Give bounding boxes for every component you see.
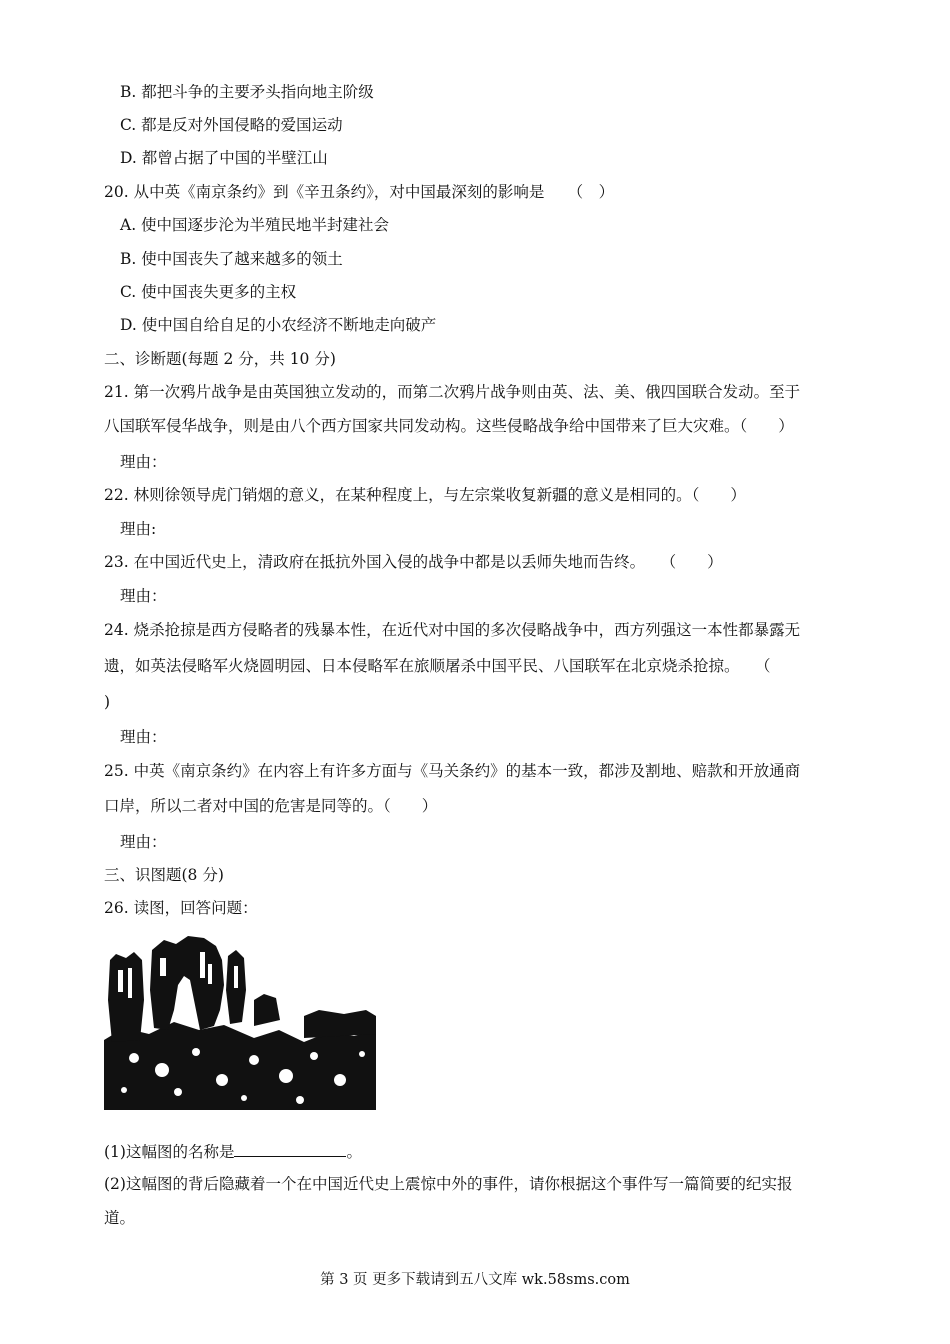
q19-option-c: C. 都是反对外国侵略的爱国运动: [120, 116, 343, 134]
q24-text-line2: 遗，如英法侵略军火烧圆明园、日本侵略军在旅顺屠杀中国平民、八国联军在北京烧杀抢掠。 （: [104, 657, 771, 675]
q25-text-line1: 25. 中英《南京条约》在内容上有许多方面与《马关条约》的基本一致，都涉及割地、赔款和开放通商: [104, 762, 801, 780]
q21-text-line2: 八国联军侵华战争，则是由八个西方国家共同发动构。这些侵略战争给中国带来了巨大灾难。（ ）: [104, 417, 794, 435]
q24-text-line3: ): [104, 693, 111, 711]
q24-reason-label: 理由：: [120, 728, 167, 746]
q26-stem: 26. 读图，回答问题：: [104, 899, 258, 917]
q20-option-a: A. 使中国逐步沦为半殖民地半封建社会: [120, 216, 390, 234]
q19-option-b: B. 都把斗争的主要矛头指向地主阶级: [120, 83, 374, 101]
q26-sub2-line2: 道。: [104, 1209, 136, 1227]
q20-option-d: D. 使中国自给自足的小农经济不断地走向破产: [120, 316, 437, 334]
section2-title: 二、诊断题(每题 2 分，共 10 分): [104, 350, 336, 368]
q25-text-line2: 口岸，所以二者对中国的危害是同等的。（ ）: [104, 797, 438, 815]
q26-sub1-prefix: (1)这幅图的名称是: [104, 1143, 235, 1161]
q22-reason-label: 理由:: [120, 520, 157, 538]
q20-option-b: B. 使中国丧失了越来越多的领土: [120, 250, 343, 268]
page-footer: 第 3 页 更多下载请到五八文库 wk.58sms.com: [320, 1272, 630, 1288]
q26-sub1-suffix: 。: [346, 1143, 362, 1161]
q26-sub1: [104, 1141, 362, 1163]
answer-blank[interactable]: [234, 1142, 346, 1157]
q22-text: 22. 林则徐领导虎门销烟的意义，在某种程度上，与左宗棠收复新疆的意义是相同的。（ ）: [104, 486, 746, 504]
section3-title: 三、识图题(8 分): [104, 866, 224, 884]
q26-sub2-line1: (2)这幅图的背后隐藏着一个在中国近代史上震惊中外的事件，请你根据这个事件写一篇简要的纪实报: [104, 1175, 793, 1193]
q21-reason-label: 理由：: [120, 453, 167, 471]
q21-text-line1: 21. 第一次鸦片战争是由英国独立发动的，而第二次鸦片战争则由英、法、美、俄四国联合发动。至于: [104, 383, 801, 401]
q20-stem: 20. 从中英《南京条约》到《辛丑条约》，对中国最深刻的影响是 （ ）: [104, 183, 615, 201]
ruins-photo: [104, 930, 376, 1110]
q24-text-line1: 24. 烧杀抢掠是西方侵略者的残暴本性，在近代对中国的多次侵略战争中，西方列强这一本性都暴露无: [104, 621, 801, 639]
q23-text: 23. 在中国近代史上，清政府在抵抗外国入侵的战争中都是以丢师失地而告终。 （ ）: [104, 553, 723, 571]
q19-option-d: D. 都曾占据了中国的半壁江山: [120, 149, 328, 167]
q25-reason-label: 理由：: [120, 833, 167, 851]
q23-reason-label: 理由：: [120, 587, 167, 605]
q20-option-c: C. 使中国丧失更多的主权: [120, 283, 297, 301]
